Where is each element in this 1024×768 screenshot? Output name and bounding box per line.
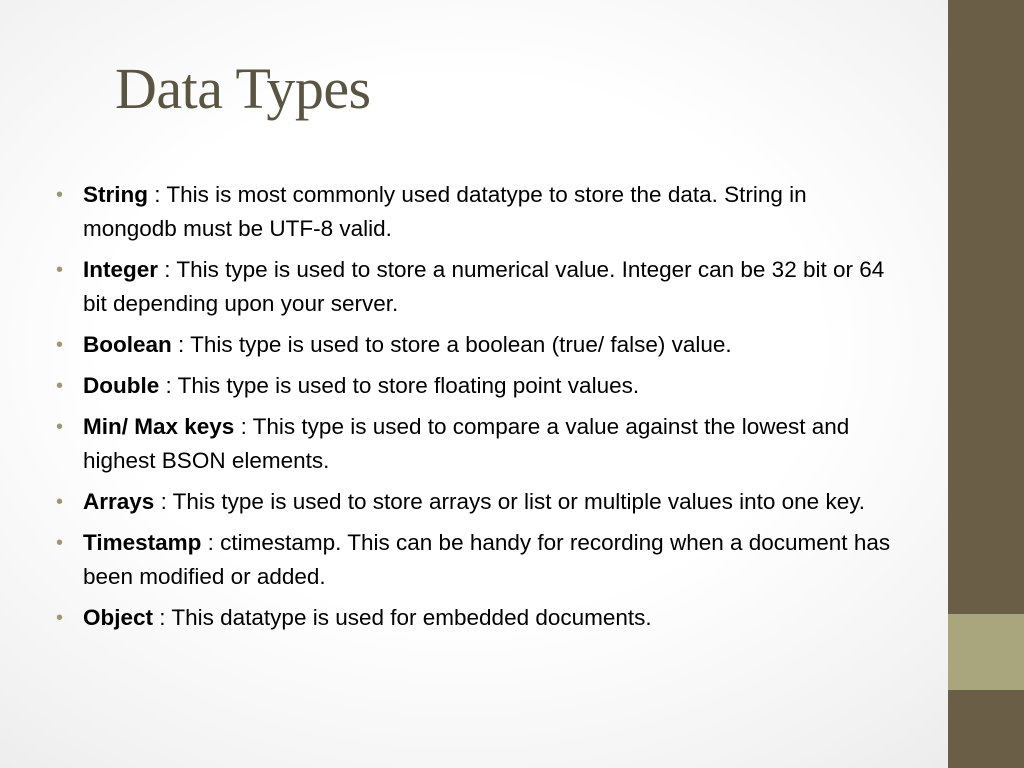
list-item — [56, 485, 896, 519]
list-item — [56, 253, 896, 321]
list-item — [56, 178, 896, 246]
bullet-term: Double — [83, 373, 160, 398]
bullet-text: : This datatype is used for embedded documents. — [153, 605, 652, 630]
list-item — [56, 369, 896, 403]
bullet-term: Arrays — [83, 489, 155, 514]
bullet-icon: • — [56, 334, 64, 356]
bullet-text: : This type is used to store a numerical value. Integer can be 32 bit or 64 bit depending upon your server. — [83, 257, 885, 316]
bullet-text: : This type is used to store a boolean (true/ false) value. — [171, 332, 732, 357]
bullet-icon: • — [56, 259, 64, 281]
bullet-list — [56, 178, 896, 642]
bullet-term: Timestamp — [83, 530, 202, 555]
bullet-text: : This type is used to compare a value against the lowest and highest BSON elements. — [83, 414, 850, 473]
bullet-icon: • — [56, 532, 64, 554]
list-item — [56, 410, 896, 478]
bullet-icon: • — [56, 184, 64, 206]
bullet-icon: • — [56, 607, 64, 629]
bullet-icon: • — [56, 416, 64, 438]
side-accent-block — [948, 614, 1024, 690]
bullet-term: Integer — [83, 257, 159, 282]
bullet-term: Min/ Max keys — [83, 414, 235, 439]
bullet-text: : This is most commonly used datatype to store the data. String in mongodb must be UTF-8 valid. — [83, 182, 807, 241]
slide-title: Data Types — [115, 56, 371, 121]
bullet-text: : This type is used to store floating point values. — [159, 373, 640, 398]
bullet-term: String — [83, 182, 148, 207]
bullet-text: : ctimestamp. This can be handy for recording when a document has been modified or added. — [83, 530, 891, 589]
bullet-term: Object — [83, 605, 154, 630]
list-item — [56, 526, 896, 594]
bullet-icon: • — [56, 375, 64, 397]
bullet-term: Boolean — [83, 332, 172, 357]
list-item — [56, 328, 896, 362]
list-item — [56, 601, 896, 635]
bullet-icon: • — [56, 491, 64, 513]
bullet-text: : This type is used to store arrays or list or multiple values into one key. — [154, 489, 866, 514]
